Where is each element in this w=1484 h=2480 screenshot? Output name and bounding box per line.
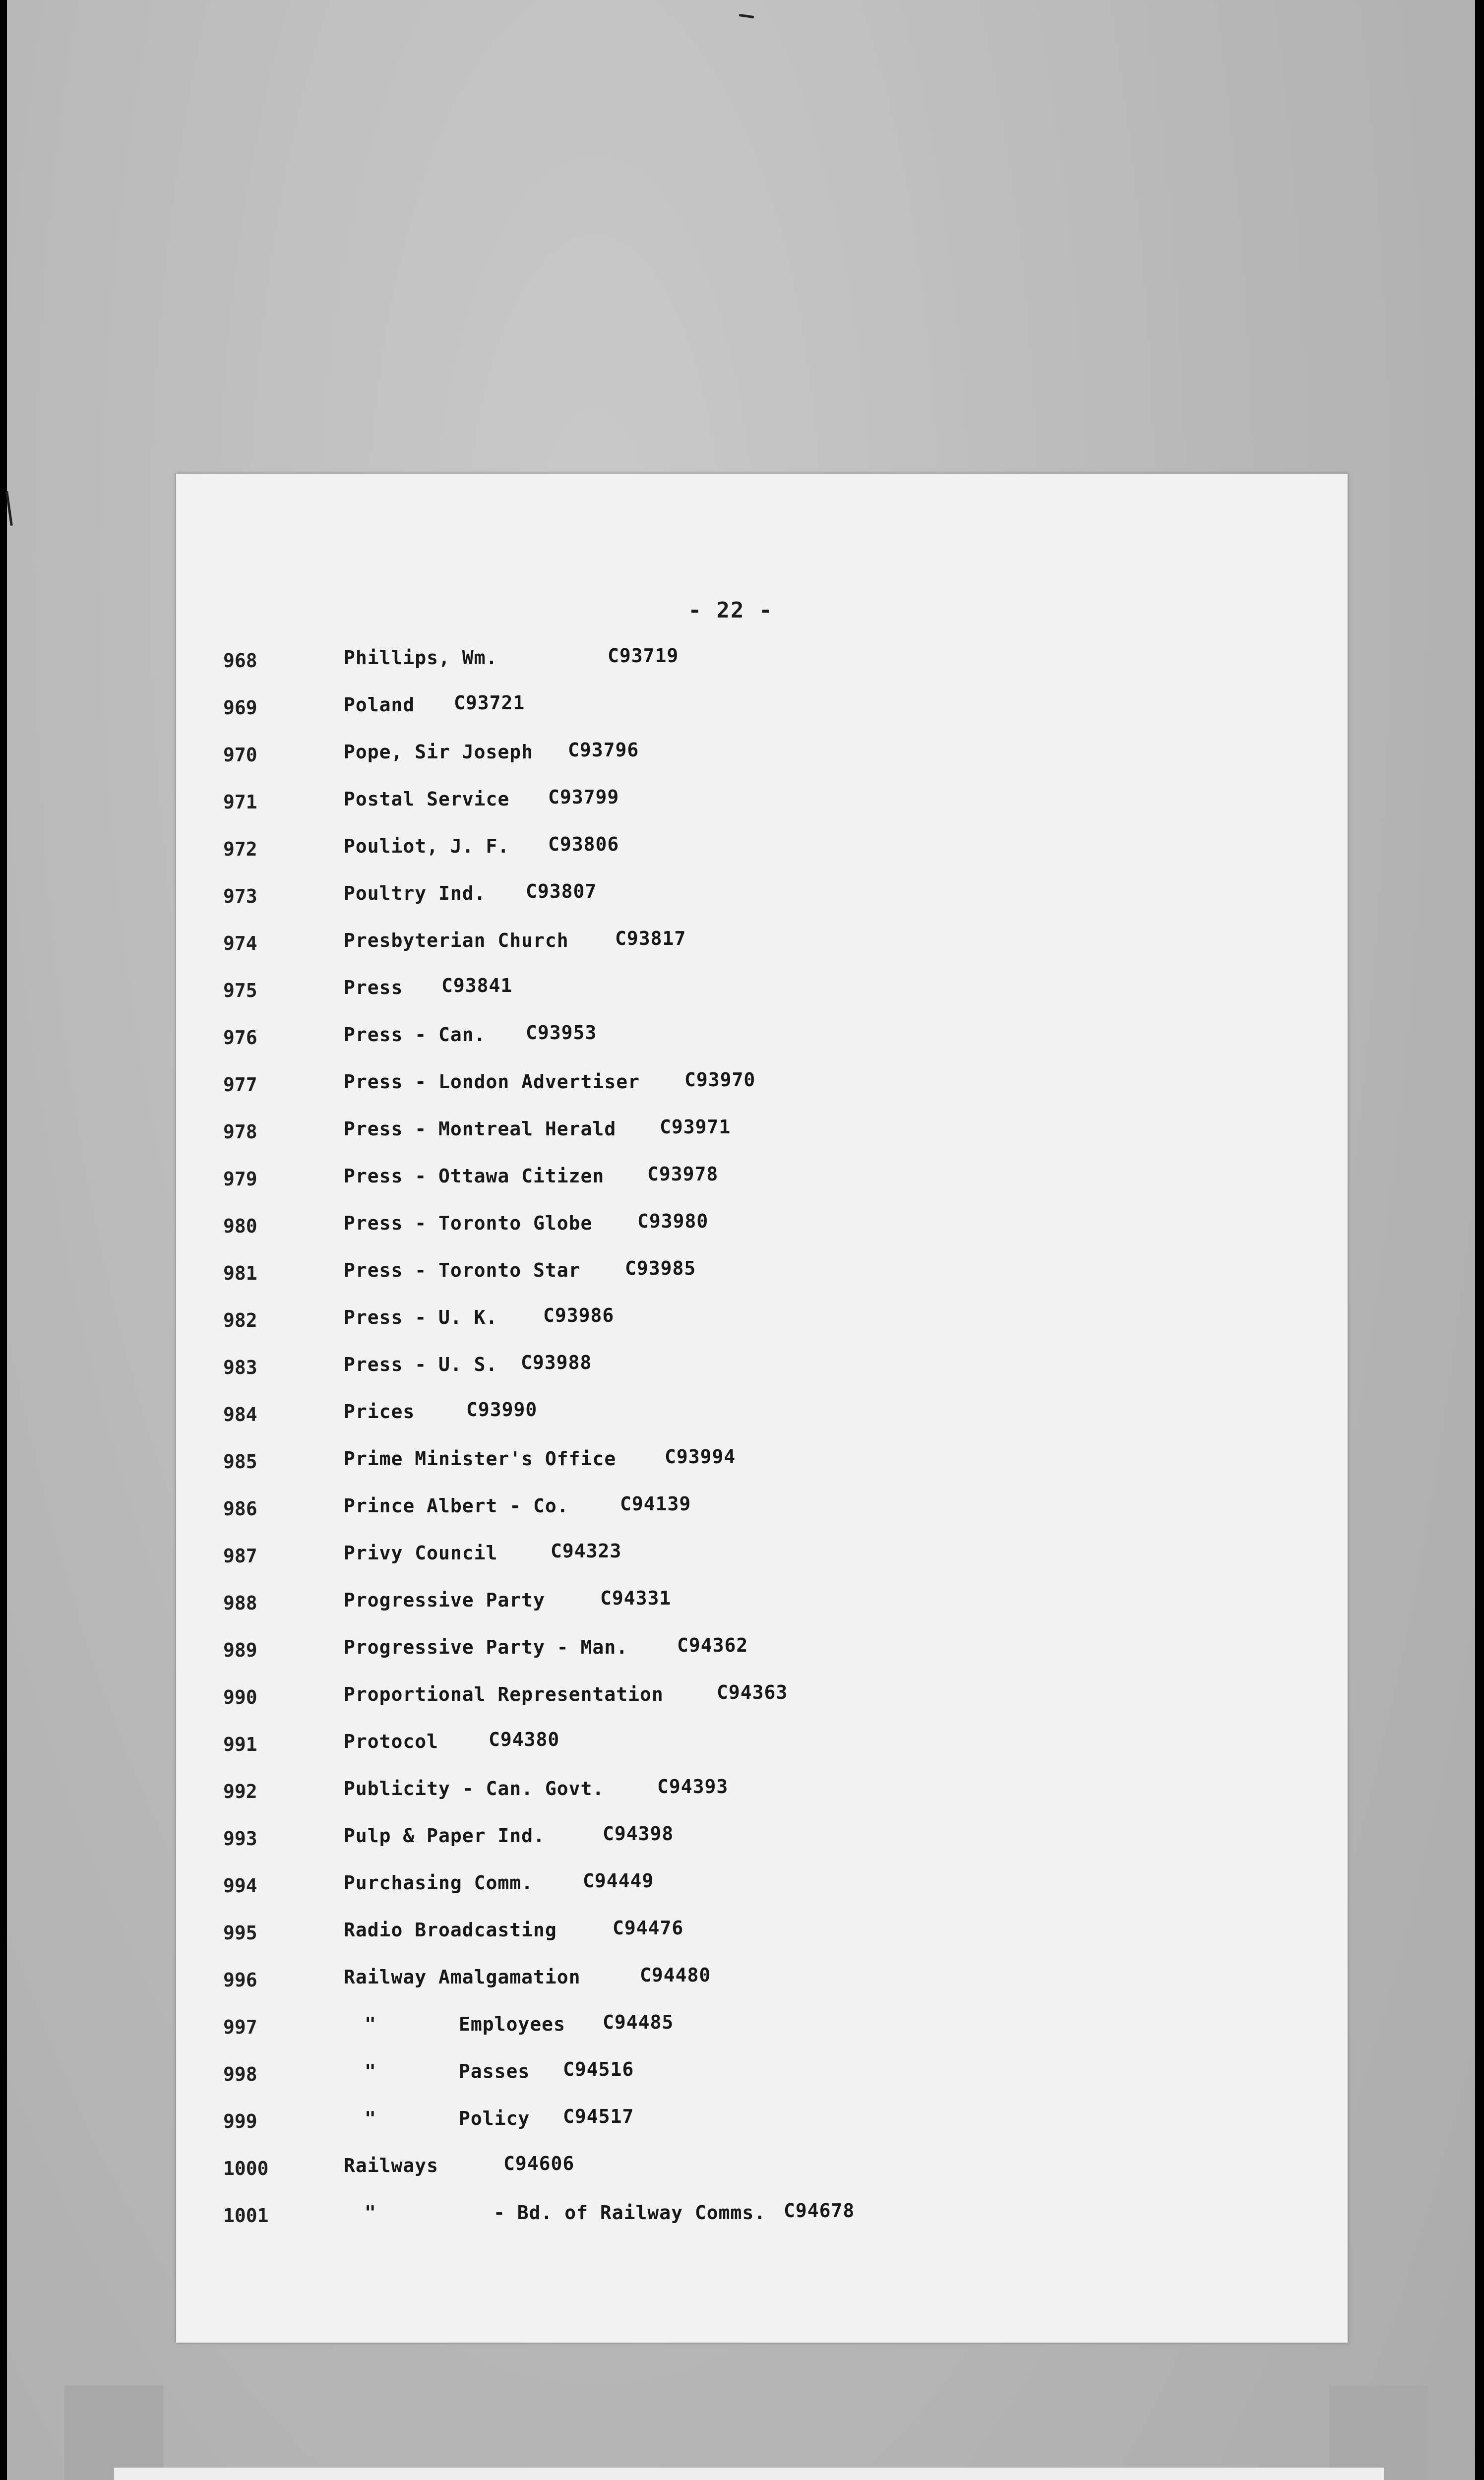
entry-subject: Proportional Representation: [344, 1683, 664, 1705]
index-entry: [176, 692, 1348, 727]
entry-folder: C94363: [717, 1681, 788, 1703]
index-entry: [176, 833, 1348, 868]
entry-subject: Railways: [344, 2155, 439, 2176]
entry-number: 968: [223, 650, 257, 672]
entry-folder: C93971: [660, 1116, 731, 1138]
entry-number: 1001: [223, 2205, 269, 2227]
entry-number: 999: [223, 2110, 257, 2132]
index-entry: [176, 739, 1348, 774]
entry-folder: C93817: [615, 928, 686, 949]
entry-folder: C94485: [603, 2011, 674, 2033]
entry-number: 975: [223, 980, 257, 1001]
index-entry: [176, 645, 1348, 680]
index-entry: [176, 1304, 1348, 1339]
entry-folder: C93806: [548, 833, 619, 855]
entry-subject: Privy Council: [344, 1542, 498, 1564]
entry-folder: C93970: [684, 1069, 756, 1091]
entry-number: 971: [223, 791, 257, 813]
entry-subject: Prices: [344, 1401, 415, 1423]
index-entry: [176, 1022, 1348, 1056]
entry-folder: C93986: [543, 1304, 615, 1326]
entry-subject: Press - Montreal Herald: [344, 1118, 617, 1140]
index-entry: [176, 1163, 1348, 1198]
index-entry: [176, 2011, 1348, 2046]
entry-number: 987: [223, 1545, 257, 1567]
entry-folder: C94331: [600, 1587, 672, 1609]
entry-subject: Prince Albert - Co.: [344, 1495, 569, 1517]
index-entry: [176, 880, 1348, 915]
entry-subheading: - Bd. of Railway Comms.: [494, 2202, 766, 2224]
index-entry: [176, 1446, 1348, 1481]
entry-subject: Press: [344, 977, 403, 998]
entry-number: 986: [223, 1498, 257, 1520]
entry-folder: C93980: [637, 1210, 709, 1232]
entry-number: 994: [223, 1875, 257, 1897]
entry-folder: C93985: [625, 1257, 696, 1279]
index-entry: [176, 1729, 1348, 1763]
entry-subject: Prime Minister's Office: [344, 1448, 617, 1470]
entry-folder: C93719: [608, 645, 679, 667]
card-tab-right: [1329, 2386, 1428, 2480]
entry-subject: Press - U. K.: [344, 1306, 498, 1328]
archives-card: [114, 2468, 1384, 2480]
entry-folder: C93978: [647, 1163, 719, 1185]
entry-subject: Pope, Sir Joseph: [344, 741, 534, 763]
entry-folder: C93799: [548, 786, 619, 808]
ditto-mark: ": [365, 2060, 376, 2082]
entry-folder: C94517: [563, 2106, 634, 2127]
entry-folder: C94449: [583, 1870, 654, 1892]
entry-folder: C93796: [568, 739, 639, 761]
entry-folder: C94362: [677, 1634, 748, 1656]
ditto-mark: ": [365, 2202, 376, 2224]
entry-folder: C93990: [466, 1399, 538, 1421]
entry-number: 1000: [223, 2158, 269, 2179]
entry-subject: Publicity - Can. Govt.: [344, 1778, 605, 1799]
entry-subject: Phillips, Wm.: [344, 647, 498, 669]
entry-subject: Press - U. S.: [344, 1354, 498, 1375]
archive-card-stack: [64, 2386, 1428, 2480]
ditto-mark: ": [365, 2013, 376, 2035]
index-entry: [176, 2200, 1348, 2234]
entry-subheading: Employees: [459, 2013, 565, 2035]
index-entry: [176, 975, 1348, 1009]
entry-number: 977: [223, 1074, 257, 1096]
entry-folder: C93807: [526, 880, 597, 902]
index-entry: [176, 1210, 1348, 1245]
entry-number: 976: [223, 1027, 257, 1049]
entry-subject: Press - Toronto Globe: [344, 1212, 593, 1234]
entry-number: 996: [223, 1969, 257, 1991]
document-page: [176, 474, 1348, 2343]
index-entry: [176, 1352, 1348, 1386]
index-entry: [176, 1399, 1348, 1433]
entry-folder: C94678: [784, 2200, 855, 2222]
entry-number: 985: [223, 1451, 257, 1473]
entry-folder: C94516: [563, 2058, 634, 2080]
entry-subheading: Passes: [459, 2060, 530, 2082]
entry-number: 984: [223, 1404, 257, 1426]
entry-number: 990: [223, 1686, 257, 1708]
entry-number: 997: [223, 2016, 257, 2038]
entry-folder: C93721: [454, 692, 525, 714]
index-entry: [176, 1634, 1348, 1669]
entry-subject: Radio Broadcasting: [344, 1919, 557, 1941]
entry-number: 981: [223, 1262, 257, 1284]
entry-folder: C94139: [620, 1493, 691, 1515]
entry-number: 969: [223, 697, 257, 719]
index-entry: [176, 1493, 1348, 1528]
entry-subject: Purchasing Comm.: [344, 1872, 534, 1894]
entry-number: 972: [223, 838, 257, 860]
entry-number: 998: [223, 2063, 257, 2085]
index-entry: [176, 1257, 1348, 1292]
entry-folder: C93988: [521, 1352, 592, 1373]
entry-number: 991: [223, 1734, 257, 1755]
index-entry: [176, 1069, 1348, 1104]
entry-subject: Press - Ottawa Citizen: [344, 1165, 605, 1187]
entry-number: 988: [223, 1592, 257, 1614]
entry-number: 989: [223, 1639, 257, 1661]
index-entry: [176, 2153, 1348, 2187]
entry-subject: Press - London Advertiser: [344, 1071, 640, 1093]
entry-folder: C93841: [441, 975, 513, 996]
index-entry: [176, 2106, 1348, 2140]
index-entry: [176, 1964, 1348, 1999]
entry-folder: C94393: [657, 1776, 729, 1798]
entry-number: 982: [223, 1309, 257, 1331]
ditto-mark: ": [365, 2108, 376, 2129]
index-entry: [176, 1776, 1348, 1810]
entry-subject: Press - Toronto Star: [344, 1259, 581, 1281]
entry-number: 978: [223, 1121, 257, 1143]
entry-number: 974: [223, 932, 257, 954]
entry-folder: C93953: [526, 1022, 597, 1044]
entry-subject: Press - Can.: [344, 1024, 486, 1046]
entry-number: 992: [223, 1781, 257, 1802]
entry-number: 983: [223, 1357, 257, 1378]
entry-folder: C94480: [640, 1964, 711, 1986]
entry-folder: C94606: [503, 2153, 575, 2174]
entry-subject: Pulp & Paper Ind.: [344, 1825, 545, 1847]
index-entry: [176, 928, 1348, 962]
entry-subject: Poultry Ind.: [344, 882, 486, 904]
entry-number: 979: [223, 1168, 257, 1190]
index-entry: [176, 1870, 1348, 1905]
entry-subheading: Policy: [459, 2108, 530, 2129]
index-entry: [176, 2058, 1348, 2093]
index-entry: [176, 1540, 1348, 1575]
entry-subject: Pouliot, J. F.: [344, 835, 510, 857]
entry-subject: Progressive Party: [344, 1589, 545, 1611]
entry-number: 970: [223, 744, 257, 766]
index-entry: [176, 1681, 1348, 1716]
entry-folder: C94476: [613, 1917, 684, 1939]
card-tab-left: [64, 2386, 164, 2480]
page-number: - 22 -: [688, 598, 773, 623]
entry-subject: Presbyterian Church: [344, 930, 569, 951]
entry-number: 973: [223, 885, 257, 907]
index-entry: [176, 786, 1348, 821]
entry-folder: C94380: [489, 1729, 560, 1750]
entry-folder: C94323: [551, 1540, 622, 1562]
entry-subject: Protocol: [344, 1731, 439, 1752]
entry-subject: Progressive Party - Man.: [344, 1636, 628, 1658]
entry-number: 980: [223, 1215, 257, 1237]
index-entry: [176, 1587, 1348, 1622]
entry-number: 995: [223, 1922, 257, 1944]
entry-number: 993: [223, 1828, 257, 1850]
entry-subject: Railway Amalgamation: [344, 1966, 581, 1988]
index-entry: [176, 1823, 1348, 1858]
entry-folder: C93994: [665, 1446, 736, 1468]
index-entry: [176, 1917, 1348, 1952]
entry-subject: Postal Service: [344, 788, 510, 810]
entry-subject: Poland: [344, 694, 415, 716]
entry-folder: C94398: [603, 1823, 674, 1845]
index-entry: [176, 1116, 1348, 1151]
